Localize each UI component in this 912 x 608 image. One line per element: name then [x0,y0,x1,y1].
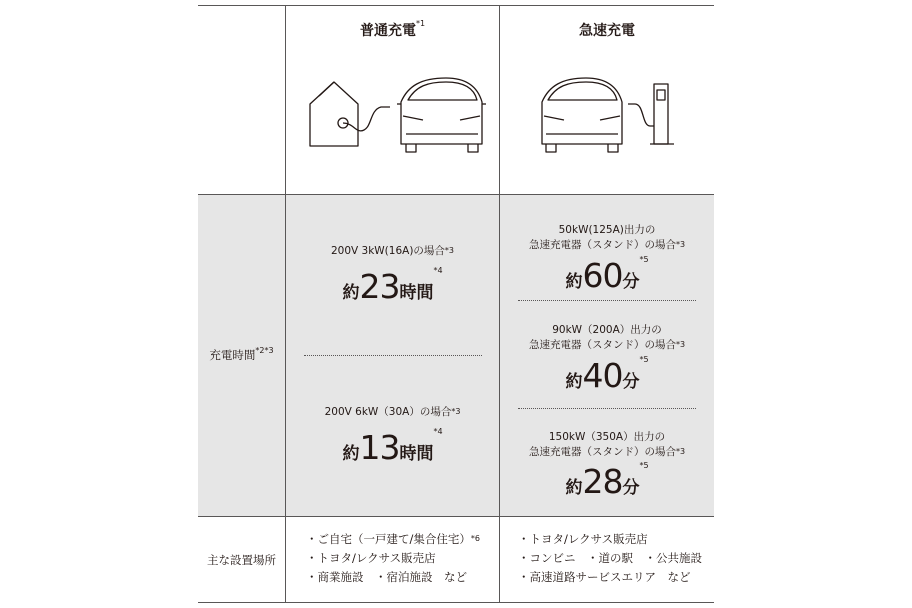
fast-time-separator-1 [518,300,696,301]
normal-charging-note: *1 [415,19,426,28]
fast-time-2-value: 約40分$^{*5}$ [565,355,649,395]
fast-charging-header [500,20,714,40]
fast-charging-title: 急速充電 [579,23,635,39]
normal-time-separator [304,355,482,356]
list-item: ・トヨタ/レクサス販売店 [306,551,436,565]
list-item: ・コンビニ ・道の駅 ・公共施設 [518,551,702,565]
table-top-rule [198,5,714,6]
house-charging-car-icon [306,74,486,154]
charge-time-label-text: 充電時間 [209,348,256,362]
normal-locations-list [306,530,480,587]
charging-station-car-icon [538,74,688,154]
charge-time-bottom-rule [198,516,714,517]
normal-time-2-value: 約13時間$^{*4}$ [342,427,443,467]
fast-time-3-condition: 150kW（350A）出力の 急速充電器（スタンド）の場合$^{*3}$ [528,431,686,458]
fast-time-1-condition: 50kW(125A)出力の 急速充電器（スタンド）の場合$^{*3}$ [528,224,686,251]
normal-charging-header [286,20,499,40]
table-bottom-rule [198,602,714,603]
normal-charging-title: 普通充電 [359,23,416,39]
list-item: ・トヨタ/レクサス販売店 [518,532,648,546]
fast-locations-list [518,530,702,587]
fast-time-separator-2 [518,408,696,409]
fast-time-2-condition: 90kW（200A）出力の 急速充電器（スタンド）の場合$^{*3}$ [528,324,686,351]
list-item: ・高速道路サービスエリア など [518,570,691,584]
normal-time-1-condition: 200V 3kW(16A)の場合$^{*3}$ [330,245,455,257]
header-bottom-rule [198,194,714,195]
fast-time-1-value: 約60分$^{*5}$ [565,255,649,295]
column-divider-2 [499,5,500,603]
locations-label: 主な設置場所 [207,553,276,567]
list-item: ・商業施設 ・宿泊施設 など [306,570,467,584]
charge-time-label-note: *2*3 [255,346,274,355]
fast-time-3-value: 約28分$^{*5}$ [565,461,649,501]
charging-comparison-table [198,0,714,608]
normal-time-2-condition: 200V 6kW（30A）の場合$^{*3}$ [324,406,461,418]
list-item: ・ご自宅（一戸建て/集合住宅）$^{*6}$ [306,532,480,546]
normal-time-1-value: 約23時間$^{*4}$ [342,266,443,306]
charge-time-label [198,347,285,363]
